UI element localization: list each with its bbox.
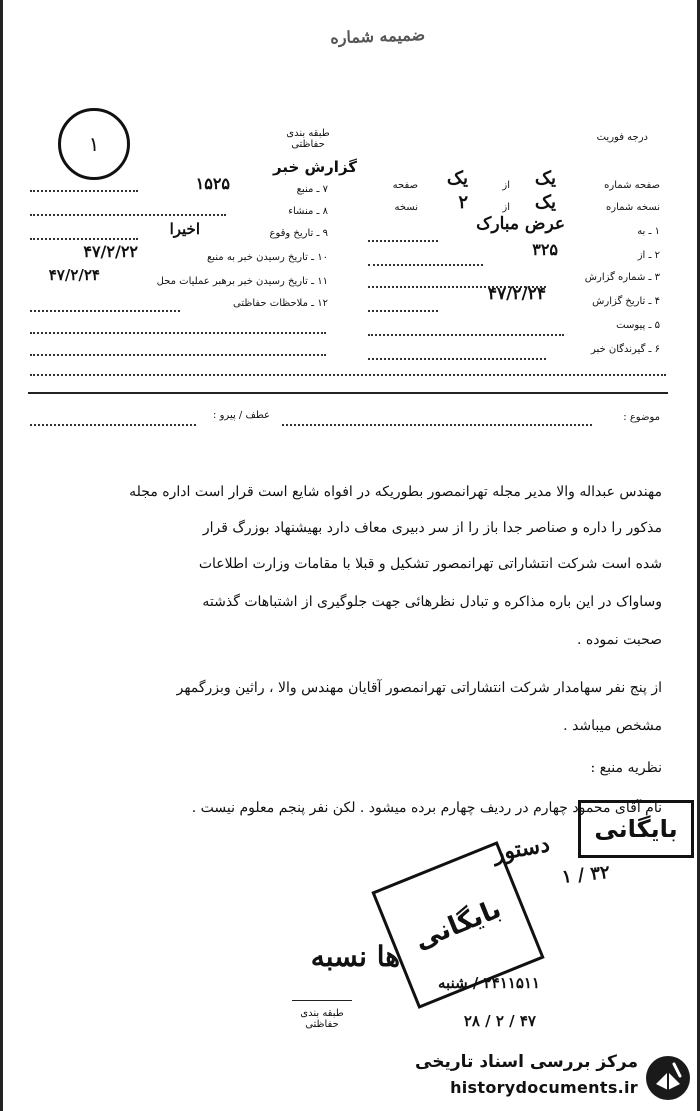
field-value: یک: [534, 192, 556, 213]
reference-line: [30, 424, 196, 426]
assessment-label: نظریه منبع :: [590, 760, 662, 776]
field-mid: از: [502, 180, 510, 191]
field-value: یک: [534, 168, 556, 189]
field-value: عرض مبارک: [476, 214, 565, 234]
field-mid-value: ۲: [458, 192, 468, 213]
body-line: مشخص میباشد .: [563, 718, 662, 734]
field-label: ۷ ـ منبع: [296, 184, 328, 195]
brand-url: historydocuments.ir: [450, 1078, 638, 1097]
dotted-line: [30, 190, 138, 192]
dotted-line: [368, 240, 438, 242]
field-label: ۱ ـ به: [637, 226, 660, 237]
body-line: صحبت نموده .: [576, 632, 662, 648]
reference-label: عطف / پیرو :: [213, 410, 270, 421]
field-suffix: نسخه: [394, 202, 418, 213]
field-label: ۱۱ ـ تاریخ رسیدن خبر برهبر عملیات محل: [156, 276, 328, 287]
dotted-line: [30, 354, 326, 356]
dotted-line: [368, 310, 438, 312]
dotted-line: [368, 334, 564, 336]
field-value: ۴۷/۲/۲۴: [487, 284, 546, 304]
report-title: گزارش خبر: [272, 158, 358, 176]
handwritten-number: ۲۴۱۱۵۱۱ / شنبه: [438, 974, 540, 992]
book-quill-icon: [644, 1054, 692, 1102]
field-label: ۳ ـ شماره گزارش: [584, 272, 660, 283]
field-label: ۲ ـ از: [637, 250, 660, 261]
handwritten-date: ۴۷ / ۲ / ۲۸: [463, 1012, 536, 1030]
field-label: ۵ ـ پیوست: [616, 320, 660, 331]
dotted-line: [368, 358, 546, 360]
classification-bottom: طبقه بندی حفاظتی: [300, 1008, 344, 1030]
signature: ها نسبه: [310, 940, 400, 973]
field-label: ۶ ـ گیرندگان خبر: [590, 344, 660, 355]
body-line: مذکور را داره و صناصر جدا باز را از سر دبیری معاف دارد بهیشنهاد بوزرگ قرار: [202, 520, 662, 536]
dotted-line: [30, 238, 138, 240]
subject-line: [282, 424, 592, 426]
classification-top: طبقه بندی حفاظتی: [286, 128, 330, 150]
handwritten-note: ۳۲ / ۱: [560, 861, 611, 888]
field-label: ۱۲ ـ ملاحظات حفاظتی: [233, 298, 328, 309]
page-number-circle: [58, 108, 130, 180]
header-handwriting: ضمیمه شماره: [329, 25, 426, 48]
field-value: ۴۷/۲/۲۲: [83, 242, 138, 261]
field-label: ۸ ـ منشاء: [288, 206, 328, 217]
field-value: ۴۷/۲/۲۴: [48, 266, 100, 284]
page-number: ۱: [88, 132, 100, 156]
field-suffix: صفحه: [392, 180, 418, 191]
field-mid-value: یک: [446, 168, 468, 189]
dotted-separator: [30, 374, 666, 376]
solid-separator: [28, 392, 668, 394]
archive-stamp-text: بایگانی: [594, 815, 678, 843]
field-label: ۹ ـ تاریخ وقوع: [269, 228, 328, 239]
bottom-rule: [292, 1000, 352, 1001]
urgency-label: درجه فوریت: [596, 132, 648, 143]
scan-left-edge: [0, 0, 3, 1111]
field-value: ۳۲۵: [532, 240, 558, 259]
field-label: صفحه شماره: [604, 180, 660, 191]
field-value: اخیرا: [169, 220, 200, 238]
field-label: ۴ ـ تاریخ گزارش: [592, 296, 660, 307]
body-line: از پنج نفر سهامدار شرکت انتشاراتی تهرانمصور آقایان مهندس والا ، راثین وبزرگمهر: [176, 680, 662, 696]
archive-stamp: [578, 800, 694, 858]
field-mid: از: [502, 202, 510, 213]
field-label: ۱۰ ـ تاریخ رسیدن خبر به منبع: [206, 252, 328, 263]
dotted-line: [30, 310, 180, 312]
assessment-text: نام آقای محمود چهارم در ردیف چهارم برده میشود . لکن نفر پنجم معلوم نیست .: [191, 800, 662, 816]
dotted-line: [30, 332, 326, 334]
handwritten-note: دستور: [491, 831, 552, 867]
footer-brand: [402, 1050, 694, 1106]
body-line: شده است شرکت انتشاراتی تهرانمصور تشکیل و قبلا با مقامات وزارت اطلاعات: [198, 556, 662, 572]
field-label: نسخه شماره: [606, 202, 660, 213]
rotated-stamp-text: بایگانی: [410, 894, 506, 956]
field-value: ۱۵۲۵: [195, 174, 230, 193]
brand-name: مرکز بررسی اسناد تاریخی: [415, 1052, 638, 1072]
dotted-line: [30, 214, 226, 216]
dotted-line: [368, 264, 483, 266]
body-line: مهندس عبداله والا مدیر مجله تهرانمصور بطوریکه در افواه شایع است قرار است اداره مجله: [129, 484, 662, 500]
subject-label: موضوع :: [623, 412, 660, 423]
body-line: وساواک در این باره مذاکره و تبادل نظرهائی جهت جلوگیری از اشتباهات گذشته: [202, 594, 662, 610]
